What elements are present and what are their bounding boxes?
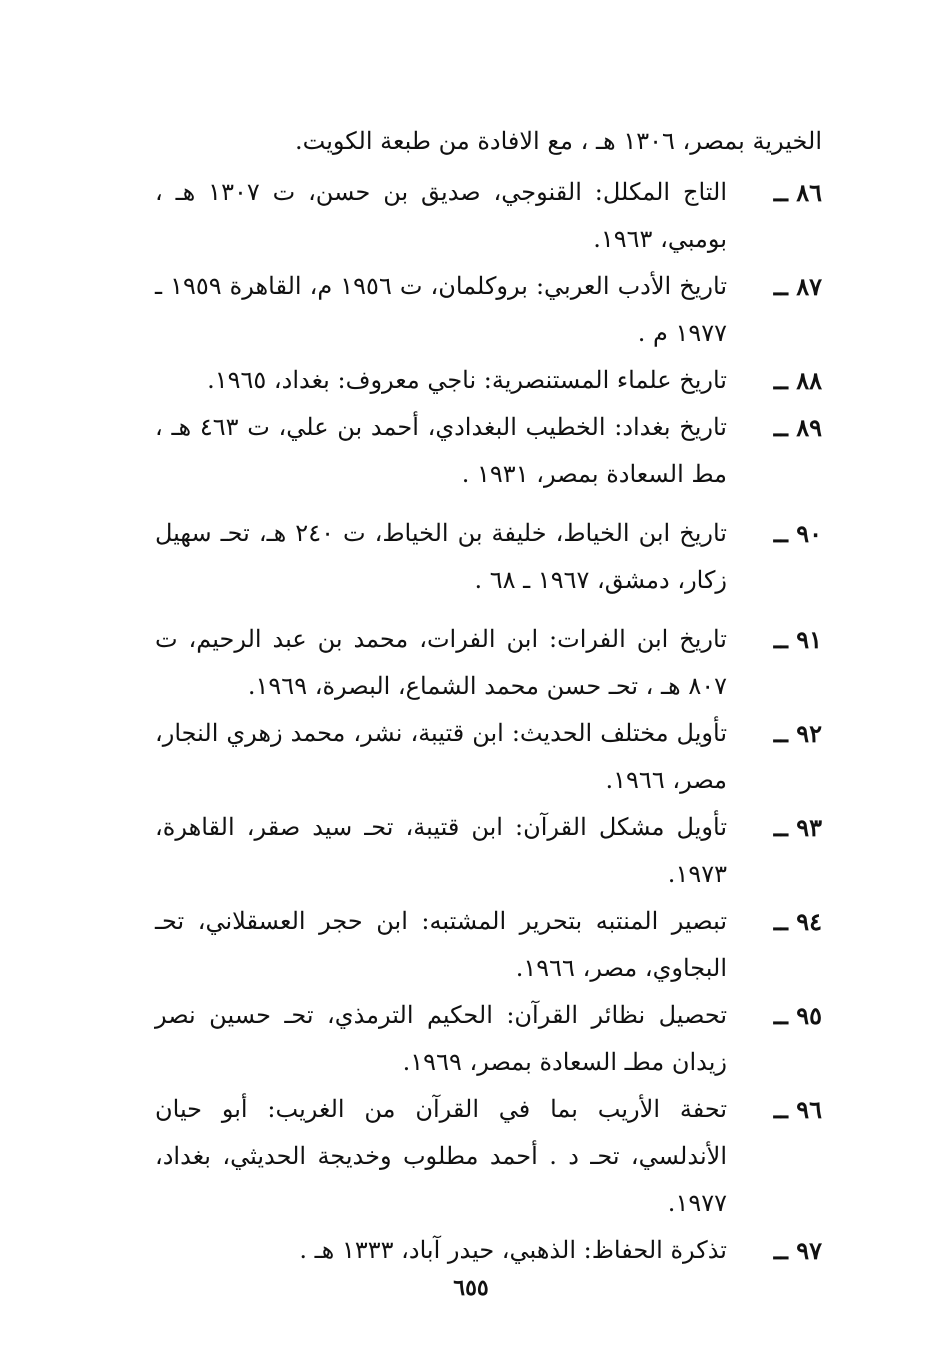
entry-number: ٩٥ ــ xyxy=(773,1001,822,1030)
continuation-line xyxy=(155,118,822,165)
entry-text: تأويل مشكل القرآن: ابن قتيبة، تحـ سيد صقر، القاهرة، ١٩٧٣. xyxy=(155,813,727,888)
entry-number: ٩٦ ــ xyxy=(773,1095,822,1124)
bibliography-list xyxy=(155,118,822,1274)
bibliography-entry-93 xyxy=(155,804,822,898)
entry-text: تاريخ ابن الفرات: ابن الفرات، محمد بن عبد الرحيم، ت ٨٠٧ هـ ، تحـ حسن محمد الشماع، البصرة، ١٩٦٩. xyxy=(155,625,727,700)
entry-text: تبصير المنتبه بتحرير المشتبه: ابن حجر العسقلاني، تحـ البجاوي، مصر، ١٩٦٦. xyxy=(155,907,727,982)
entry-number: ٩٠ ــ xyxy=(773,519,822,548)
bibliography-entry-90 xyxy=(155,510,822,604)
entry-text: تاريخ علماء المستنصرية: ناجي معروف: بغداد، ١٩٦٥. xyxy=(207,366,727,394)
bibliography-entry-94 xyxy=(155,898,822,992)
entry-number: ٩٧ ــ xyxy=(773,1236,822,1265)
entry-number: ٩١ ــ xyxy=(773,625,822,654)
entry-number: ٨٧ ــ xyxy=(773,272,822,301)
bibliography-entry-97 xyxy=(155,1227,822,1274)
page-number: ٦٥٥ xyxy=(453,1275,489,1301)
entry-text: تاريخ الأدب العربي: بروكلمان، ت ١٩٥٦ م، القاهرة ١٩٥٩ ـ ١٩٧٧ م . xyxy=(155,272,727,347)
entry-text: تاريخ بغداد: الخطيب البغدادي، أحمد بن علي، ت ٤٦٣ هـ ، مط السعادة بمصر، ١٩٣١ . xyxy=(155,413,727,488)
entry-text: تحصيل نظائر القرآن: الحكيم الترمذي، تحـ حسين نصر زيدان مطـ السعادة بمصر، ١٩٦٩. xyxy=(155,1001,727,1076)
bibliography-entry-87 xyxy=(155,263,822,357)
bibliography-entry-91 xyxy=(155,616,822,710)
entry-text: تاريخ ابن الخياط، خليفة بن الخياط، ت ٢٤٠ هـ، تحـ سهيل زكار، دمشق، ١٩٦٧ ـ ٦٨ . xyxy=(155,519,727,594)
bibliography-entry-92 xyxy=(155,710,822,804)
entry-text: تأويل مختلف الحديث: ابن قتيبة، نشر، محمد زهري النجار، مصر، ١٩٦٦. xyxy=(155,719,727,794)
entry-text: تحفة الأريب بما في القرآن من الغريب: أبو حيان الأندلسي، تحـ د . أحمد مطلوب وخديجة الحديثي، بغداد، ١٩٧٧. xyxy=(155,1095,727,1217)
bibliography-entry-89 xyxy=(155,404,822,498)
entry-number: ٨٨ ــ xyxy=(773,366,822,395)
entry-number: ٨٩ ــ xyxy=(773,413,822,442)
entry-text: التاج المكلل: القنوجي، صديق بن حسن، ت ١٣٠٧ هـ ، بومبي، ١٩٦٣. xyxy=(155,178,727,253)
entry-number: ٨٦ ــ xyxy=(773,178,822,207)
entry-number: ٩٣ ــ xyxy=(773,813,822,842)
entry-number: ٩٤ ــ xyxy=(773,907,822,936)
continuation-text: الخيرية بمصر، ١٣٠٦ هـ ، مع الافادة من طبعة الكويت. xyxy=(295,127,822,155)
bibliography-entry-88 xyxy=(155,357,822,404)
entry-text: تذكرة الحفاظ: الذهبي، حيدر آباد، ١٣٣٣ هـ . xyxy=(299,1236,727,1264)
entry-number: ٩٢ ــ xyxy=(773,719,822,748)
bibliography-entry-86 xyxy=(155,169,822,263)
bibliography-entry-96 xyxy=(155,1086,822,1227)
bibliography-entry-95 xyxy=(155,992,822,1086)
